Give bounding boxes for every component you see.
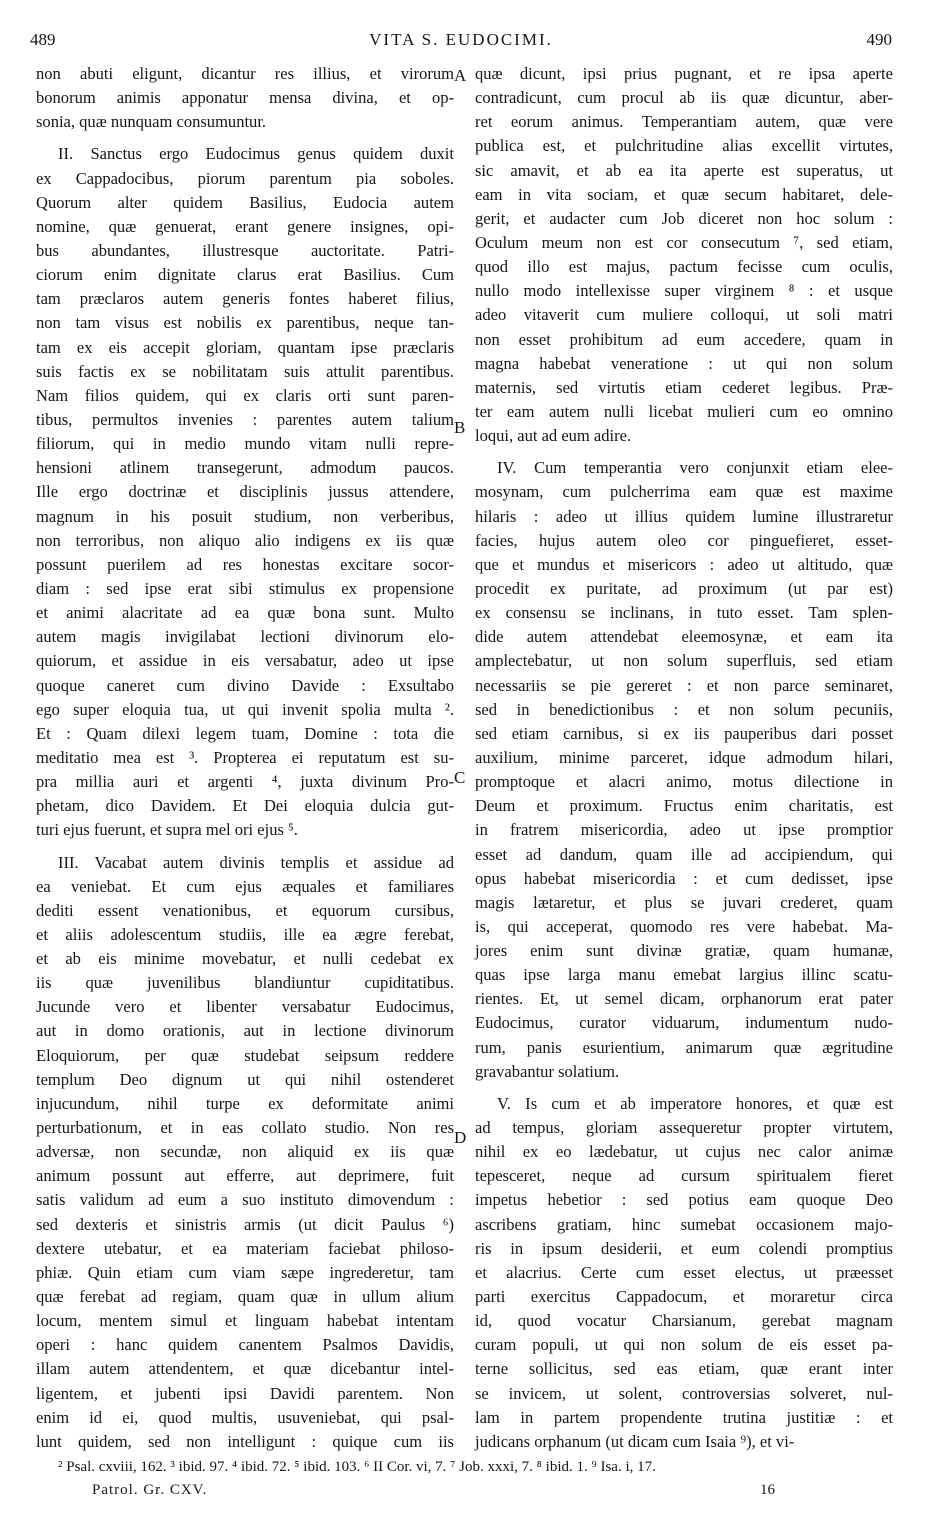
text-line: Eloquiorum, per quæ studebat seipsum reddere [36, 1045, 454, 1065]
text-line: jores enim sunt divinæ gratiæ, quam humanæ, [475, 941, 893, 961]
text-line: quæ dicunt, ipsi prius pugnant, et re ipsa aperte [475, 64, 893, 83]
text-line: et ab eis minime movebatur, et nulli cedebat ex [36, 949, 454, 969]
page-number-right: 490 [866, 30, 892, 49]
text-line: eam in vita sociam, et quæ secum habitaret, dele- [475, 184, 893, 204]
text-line: et alacrius. Certe cum esset electus, ut præesset [475, 1262, 893, 1282]
text-line: bus abundantes, illustresque auctoritate. Patri- [36, 240, 454, 260]
margin-letter-a: A [454, 66, 467, 85]
text-line: impetus hebetior : sed potius eam quoque Deo [475, 1190, 893, 1210]
text-line: non esset prohibitum ad eum accedere, quam in [475, 329, 893, 349]
text-line: nihil ex eo lædebatur, ut cujus nec calor animæ [475, 1142, 893, 1162]
margin-letter-c: C [454, 768, 466, 787]
text-line: judicans orphanum (ut dicam cum Isaia ⁹), et vi- [475, 1431, 795, 1451]
text-line: ret eorum animus. Temperantiam autem, quæ vere [475, 112, 893, 132]
text-line: opus habebat misericordia : et cum dedisset, ipse [475, 868, 893, 888]
text-line: hensioni atlinem transegerunt, admodum paucos. [36, 458, 454, 478]
text-line: maternis, sed virtutis etiam cederet legibus. Præ- [475, 377, 893, 397]
text-line: ex consensu se inclinans, in tuto esset. Tam splen- [475, 603, 893, 623]
text-line: non tam visus est nobilis ex parentibus, neque tan- [36, 313, 454, 333]
text-line: loqui, aut ad eum adire. [475, 426, 632, 446]
text-line: locum, mentem simul et linguam habebat intentam [36, 1311, 454, 1331]
text-line: nullo modo intellexisse super virginem ⁸ : et usque [475, 281, 893, 301]
text-line: II. Sanctus ergo Eudocimus genus quidem duxit [58, 144, 454, 164]
left-column [36, 62, 454, 1454]
text-line: quiorum, et assidue in eis versabatur, adeo ut ipse [36, 651, 454, 671]
text-line: Et : Quam dilexi legem tuam, Domine : tota die [36, 723, 454, 743]
text-line: amplectebatur, ut non solum superfluis, sed etiam [475, 651, 893, 671]
margin-letter-b: B [454, 418, 466, 437]
text-line: tam ex eis accepit gloriam, quantam ipse præclaris [36, 337, 454, 357]
text-line: Jucunde vero et libenter versabatur Eudocimus, [36, 997, 454, 1017]
running-header [30, 30, 892, 60]
text-line: ea veniebat. Et cum ejus æquales et familiares [36, 876, 454, 896]
text-line: injucundum, nihil turpe ex deformitate animi [36, 1093, 454, 1113]
text-line: aut in domo orationis, aut in lectione divinorum [36, 1021, 454, 1041]
text-line: tibus, permultos invenies : parentes autem talium [36, 409, 454, 429]
text-line: lam in partem propendente trutina justitiæ : et [475, 1407, 893, 1427]
text-line: magnum in his posuit studium, non verberibus, [36, 506, 454, 526]
text-line: gravabantur solatium. [475, 1061, 620, 1081]
text-line: sonia, quæ nunquam consumuntur. [36, 112, 267, 132]
footnotes: ² Psal. cxviii, 162. ³ ibid. 97. ⁴ ibid. 72. ⁵ ibid. 103. ⁶ II Cor. vi, 7. ⁷ Job. xxxi, 7. ⁸ ibid. 1. ⁹ Isa. i, 17. [58, 1459, 656, 1475]
running-title: VITA S. EUDOCIMI. [369, 30, 553, 49]
text-line: quod illo est majus, pactum fecisse cum oculis, [475, 257, 893, 277]
text-line: autem magis invigilabat lectioni divinorum elo- [36, 627, 454, 647]
text-line: dediti essent venationibus, et equorum cursibus, [36, 900, 454, 920]
signature-left: Patrol. Gr. CXV. [92, 1482, 208, 1498]
text-line: animum possunt aut efferre, aut deprimere, fuit [36, 1166, 454, 1186]
text-line: phiæ. Quin etiam cum viam sæpe ingrederetur, tam [36, 1262, 454, 1282]
text-line: id, quod vocatur Charsianum, gerebat magnam [475, 1311, 893, 1331]
text-line: contradicunt, cum procul ab iis quæ dicuntur, aber- [475, 88, 893, 108]
text-line: operi : hanc quidem canentem Psalmos Davidis, [36, 1335, 454, 1355]
text-line: et animi alacritate ad ea quæ bona sunt. Multo [36, 603, 454, 623]
text-line: non abuti eligunt, dicantur res illius, et virorum [36, 64, 454, 83]
text-line: adversæ, non secundæ, non aliquid ex iis quæ [36, 1142, 454, 1162]
text-line: filiorum, qui in medio mundo vitam nulli repre- [36, 434, 454, 454]
text-line: ego super eloquia tua, ut qui invenit spolia multa ². [36, 699, 454, 719]
text-line: enim id ei, quod multis, usuveniebat, qui psal- [36, 1407, 454, 1427]
text-line: mosynam, cum pulcherrima eam quæ est maxime [475, 482, 893, 502]
text-line: nomine, quæ genuerat, erant genere insignes, opi- [36, 216, 454, 236]
text-line: que et mundus et misericors : adeo ut altitudo, quæ [475, 554, 893, 574]
text-line: in fratrem misericordia, adeo ut ipse promptior [475, 820, 893, 840]
text-line: sed etiam carnibus, si ex iis pauperibus dari posset [475, 723, 893, 743]
text-line: quæ ferebat ad regiam, quam quæ in ullum alium [36, 1287, 454, 1307]
text-line: bonorum animis apponatur mensa divina, et op- [36, 88, 454, 108]
text-line: Nam filios quidem, qui ex claris orti sunt paren- [36, 385, 454, 405]
text-line: meditatio mea est ³. Propterea ei reputatum est su- [36, 747, 454, 767]
text-line: sed dexteris et sinistris armis (ut dicit Paulus ⁶) [36, 1214, 454, 1234]
text-line: ascribens gratiam, hinc sumebat occasionem majo- [475, 1214, 893, 1234]
text-line: turi ejus fuerunt, et supra mel ori ejus ⁵. [36, 820, 298, 840]
text-line: quoque caneret cum divino Davide : Exsultabo [36, 675, 454, 695]
text-line: sic amavit, et ab ea ita aperte est superatus, ut [475, 160, 893, 180]
text-line: magna habebat veneratione : ut qui non solum [475, 353, 893, 373]
text-line: phetam, dico Davidem. Et Dei eloquia dulcia gut- [36, 796, 454, 816]
text-line: dide autem attendebat eleemosynæ, et eam ita [475, 627, 893, 647]
text-line: ligentem, et jubenti ipsi Davidi parentem. Non [36, 1383, 454, 1403]
text-line: publica est, et pulchritudine alias excellit virtutes, [475, 136, 893, 156]
page-number-left: 489 [30, 30, 56, 49]
text-line: ter eam autem nulli licebat mulieri cum eo omnino [475, 401, 893, 421]
text-line: suis factis ex se nobilitatam suis attulit parentibus. [36, 361, 454, 381]
text-line: Deum et proximum. Fructus enim charitatis, est [475, 796, 893, 816]
text-line: perturbationum, et in eas collato studio. Non res [36, 1118, 454, 1138]
text-line: facies, hujus autem oleo cor pinguefieret, esset- [475, 530, 893, 550]
text-line: tepesceret, neque ad cursum spiritualem fieret [475, 1166, 893, 1186]
text-line: adeo vitaverit cum muliere colloqui, ut soli matri [475, 305, 893, 325]
text-line: hilaris : adeo ut illius quidem lumine illustraretur [475, 506, 893, 526]
text-line: templum Deo dignum ut qui nihil ostenderet [36, 1069, 454, 1089]
text-line: promptoque et alacri animo, motus dilectione in [475, 772, 893, 792]
text-line: is, qui acceperat, quomodo res vere habebat. Ma- [475, 916, 893, 936]
text-line: rum, panis esurientium, animarum quæ ægritudine [475, 1037, 893, 1057]
text-line: quas ipse larga manu emebat largius illinc scatu- [475, 965, 893, 985]
text-line: terne sollicitus, sed eas etiam, quæ erant inter [475, 1359, 893, 1379]
text-line: III. Vacabat autem divinis templis et assidue ad [58, 852, 454, 872]
text-line: pra millia auri et argenti ⁴, juxta divinum Pro- [36, 772, 454, 792]
text-line: satis validum ad eum a suo instituto dimovendum : [36, 1190, 454, 1210]
text-line: gerit, et audacter cum Job diceret non hoc solum : [475, 208, 893, 228]
text-line: magis lætaretur, et plus se juvari crederet, quam [475, 892, 893, 912]
text-line: ex Cappadocibus, piorum parentum pia soboles. [36, 168, 454, 188]
text-line: Ille ergo doctrinæ et disciplinis jussus attendere, [36, 482, 454, 502]
text-line: tam præclaros autem generis fontes haberet filius, [36, 289, 454, 309]
text-line: Quorum alter quidem Basilius, Eudocia autem [36, 192, 454, 212]
text-line: procedit ex puritate, ad proximum (ut par est) [475, 578, 893, 598]
text-line: parti exercitus Cappadocum, et moraretur circa [475, 1287, 893, 1307]
text-line: se invicem, ut solent, controversias solveret, nul- [475, 1383, 893, 1403]
text-line: necessariis se pie gereret : et non parce seminaret, [475, 675, 893, 695]
right-column [475, 62, 893, 1454]
text-line: iis quæ juvenilibus blandiuntur cupiditatibus. [36, 973, 454, 993]
text-line: IV. Cum temperantia vero conjunxit etiam elee- [497, 458, 893, 478]
text-line: diam : sed ipse erat sibi stimulus ex propensione [36, 578, 454, 598]
text-line: curam populi, ut qui non solum de eis esset pa- [475, 1335, 893, 1355]
text-line: rientes. Et, ut semel dicam, orphanorum erat pater [475, 989, 893, 1009]
text-line: lunt quidem, sed non intelligunt : quique cum iis [36, 1431, 454, 1451]
text-line: sed in benedictionibus : et non solum pecuniis, [475, 699, 893, 719]
text-line: illam autem attendentem, et quæ dicebantur intel- [36, 1359, 454, 1379]
margin-letter-d: D [454, 1128, 467, 1147]
text-line: esset ad dandum, quam ille ad accipiendum, qui [475, 844, 893, 864]
signature-right: 16 [760, 1482, 775, 1498]
text-line: ciorum enim dignitate clarus erat Basilius. Cum [36, 265, 454, 285]
text-line: possunt puerilem ad res honestas excitare socor- [36, 554, 454, 574]
text-line: auxilium, minime parceret, idque admodum hilari, [475, 747, 893, 767]
text-line: ris in ipsum desiderii, et eum colendi promptius [475, 1238, 893, 1258]
text-line: et aliis adolescentum studiis, ille ea ægre ferebat, [36, 924, 454, 944]
text-line: Eudocimus, curator viduarum, indumentum nudo- [475, 1013, 893, 1033]
text-line: dextere utebatur, et ea materiam faciebat philoso- [36, 1238, 454, 1258]
text-line: non terroribus, non aliquo alio indigens ex iis quæ [36, 530, 454, 550]
text-line: Oculum meum non est cor consecutum ⁷, sed etiam, [475, 232, 893, 252]
text-line: ad tempus, gloriam assequeretur propter virtutem, [475, 1118, 893, 1138]
text-line: V. Is cum et ab imperatore honores, et quæ est [497, 1093, 893, 1113]
